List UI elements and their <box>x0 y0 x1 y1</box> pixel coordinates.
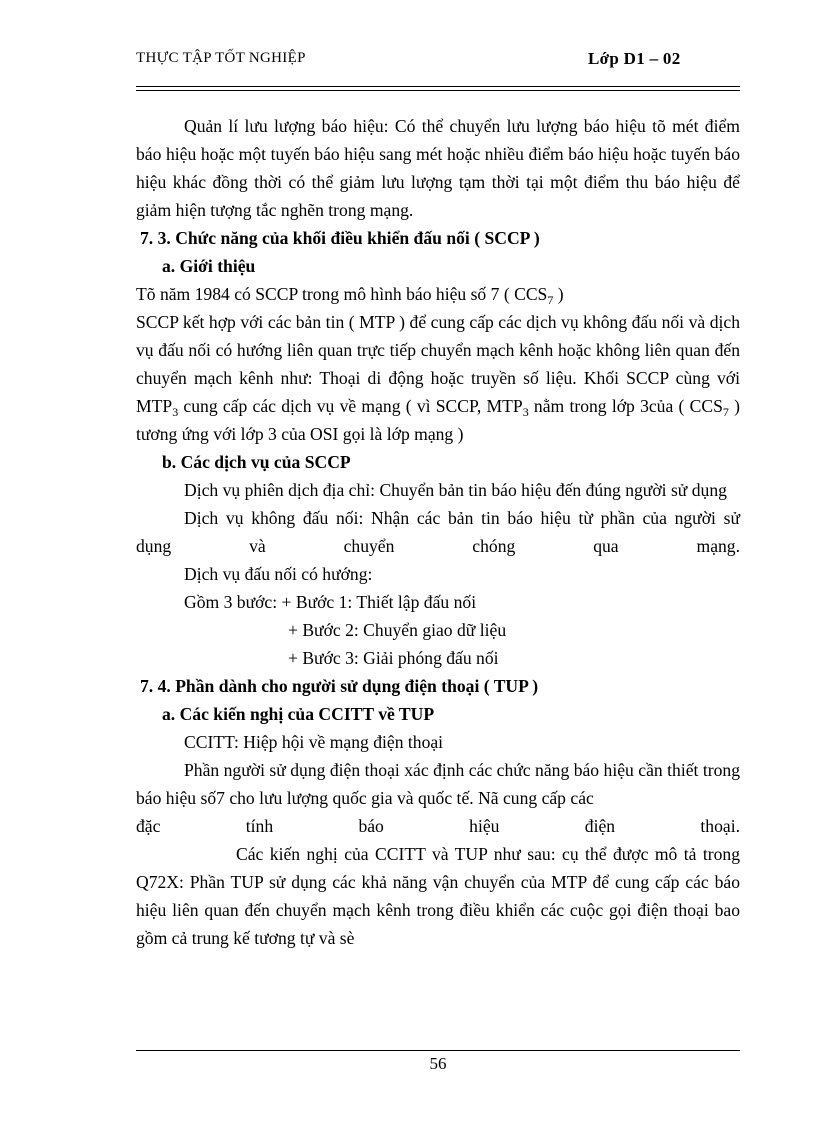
step-3: + Bước 3: Giải phóng đấu nối <box>288 648 499 668</box>
paragraph-tup-functions-end: đặc tính báo hiệu điện thoại. <box>136 816 740 836</box>
paragraph-sccp-1984 <box>136 280 740 308</box>
subscript: 7 <box>722 405 729 419</box>
text: nằm trong lớp 3của ( CCS <box>528 396 723 416</box>
text: ) tương ứng với lớp 3 của OSI gọi là lớp mạng ) <box>136 396 740 444</box>
footer-rule <box>136 1050 740 1051</box>
step-2: + Bước 2: Chuyển giao dữ liệu <box>288 620 507 640</box>
paragraph-signaling-traffic: Quản lí lưu lượng báo hiệu: Có thể chuyển lưu lượng báo hiệu tõ mét điểm báo hiệu hoặc một tuyến báo hiệu sang mét hoặc nhiều điểm báo hiệu hoặc tuyến báo hiệu khác đồng thời có thể giảm lưu lượng tạm thời tại một điểm thu báo hiệu để giảm hiện tượng tắc nghẽn trong mạng. <box>136 116 740 220</box>
heading-7-3: 7. 3. Chức năng của khối điều khiển đấu nối ( SCCP ) <box>140 228 540 248</box>
paragraph-connection-oriented: Dịch vụ đấu nối có hướng: <box>184 564 373 584</box>
paragraph-ccitt: CCITT: Hiệp hội về mạng điện thoại <box>184 732 444 752</box>
header-class: Lớp D1 – 02 <box>588 49 681 68</box>
subscript: 7 <box>547 293 554 307</box>
paragraph-address-translation: Dịch vụ phiên dịch địa chỉ: Chuyển bản tin báo hiệu đến đúng người sử dụng <box>184 480 727 500</box>
subscript: 3 <box>522 405 529 419</box>
paragraph-ccitt-recommendations: Các kiến nghị của CCITT và TUP như sau: cụ thể được mô tả trong Q72X: Phần TUP sử dụng các khả năng vận chuyển của MTP để cung cấp các báo hiệu liên quan đến chuyển mạch kênh trong điều khiển các cuộc gọi điện thoại bao gồm cả trung kế tương tự và sè <box>136 844 740 948</box>
text: cung cấp các dịch vụ về mạng ( vì SCCP, MTP <box>178 396 523 416</box>
text: SCCP kết hợp với các bản tin ( MTP ) để cung cấp các dịch vụ không đấu nối và dịch vụ đấu nối có hướng liên quan trực tiếp chuyển mạch kênh hoặc không liên quan đến chuyển mạch kênh như: Thoại di động hoặc truyền số liệu. Khối SCCP cùng với MTP <box>136 312 740 416</box>
step-1: Gồm 3 bước: + Bước 1: Thiết lập đấu nối <box>184 592 477 612</box>
paragraph-tup-functions: Phần người sử dụng điện thoại xác định các chức năng báo hiệu cần thiết trong báo hiệu số7 cho lưu lượng quốc gia và quốc tế. Nã cung cấp các <box>136 760 740 808</box>
page-number: 56 <box>429 1054 447 1073</box>
page-body <box>136 112 740 952</box>
text: ) <box>553 284 564 304</box>
header-title: THỰC TẬP TỐT NGHIỆP <box>136 50 306 66</box>
heading-7-4: 7. 4. Phần dành cho người sử dụng điện thoại ( TUP ) <box>140 676 539 696</box>
paragraph-connectionless-line2: dụng và chuyển chóng qua mạng. <box>136 536 740 556</box>
heading-7-3-b: b. Các dịch vụ của SCCP <box>162 452 351 472</box>
subscript: 3 <box>172 405 179 419</box>
paragraph-connectionless-line1: Dịch vụ không đấu nối: Nhận các bản tin báo hiệu từ phần của người sử <box>184 508 740 528</box>
header-rule-bottom <box>136 90 740 91</box>
header-rule-top <box>136 86 740 87</box>
paragraph-sccp-services <box>136 308 740 448</box>
text: Tõ năm 1984 có SCCP trong mô hình báo hiệu số 7 ( CCS <box>136 284 548 304</box>
heading-7-3-a: a. Giới thiệu <box>162 256 256 276</box>
heading-7-4-a: a. Các kiến nghị của CCITT về TUP <box>162 704 435 724</box>
